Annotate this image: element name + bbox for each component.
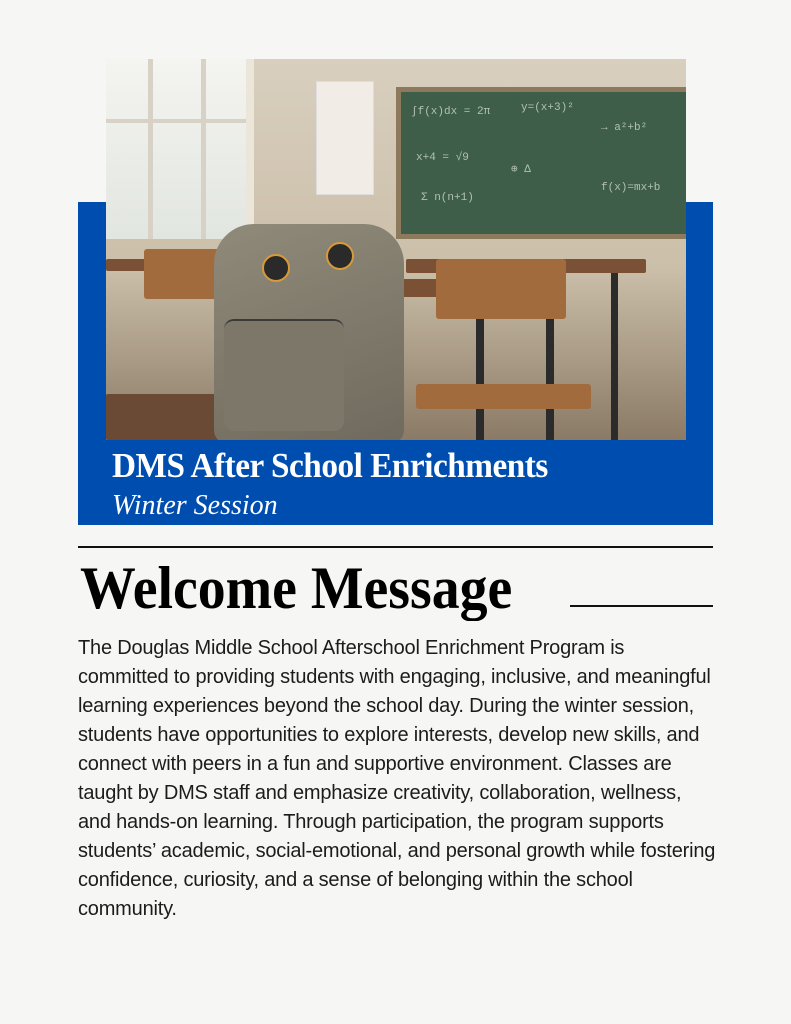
welcome-body-text: The Douglas Middle School Afterschool Enrichment Program is committed to providing students with engaging, inclusive, and meaningful learning experiences beyond the school day. During the winter session, students have opportunities to explore interests, develop new skills, and connect with peers in a fun and supportive environment. Classes are taught by DMS staff and emphasize creativity, collaboration, wellness, and hands-on learning. Through participation, the program supports students’ academic, social-emotional, and personal growth while fostering confidence, curiosity, and a sense of belonging within the school community. (78, 637, 716, 920)
backpack-graphic (214, 224, 404, 440)
window-graphic (106, 59, 254, 239)
poster-graphic (316, 81, 374, 195)
banner-title: DMS After School Enrichments (112, 446, 548, 485)
heading-underline (570, 605, 713, 607)
divider-line (78, 546, 713, 548)
classroom-photo (106, 59, 686, 440)
banner-subtitle: Winter Session (112, 490, 278, 521)
section-heading: Welcome Message (80, 555, 513, 621)
chalkboard-graphic: ∫f(x)dx = 2π y=(x+3)² → a²+b² x+4 = √9 ⊕ Δ f(x)=mx+b Σ n(n+1) (396, 87, 686, 239)
